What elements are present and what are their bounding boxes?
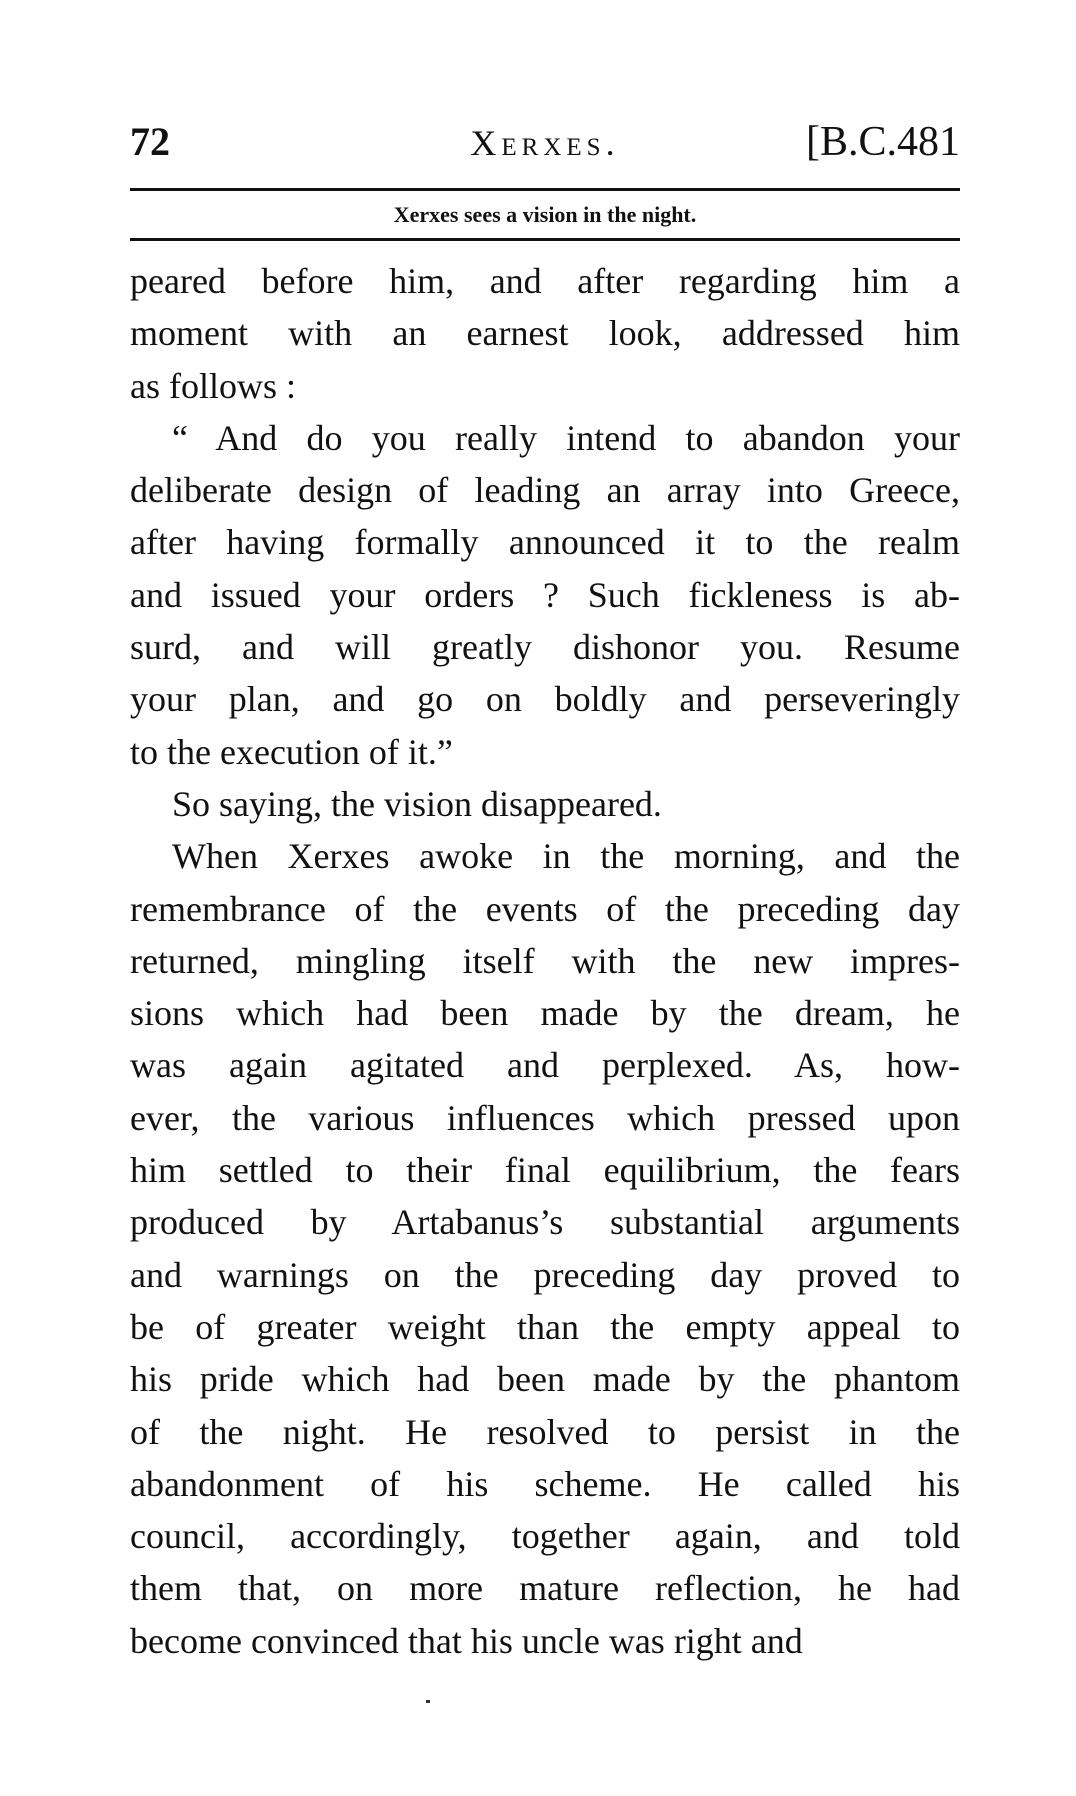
text-line: remembrance of the events of the preceding day xyxy=(130,888,960,929)
text-line: be of greater weight than the empty appeal to xyxy=(130,1306,960,1347)
text-line: So saying, the vision disappeared. xyxy=(172,783,662,824)
text-line: ever, the various influences which pressed upon xyxy=(130,1097,960,1138)
running-head xyxy=(130,118,960,178)
text-line: sions which had been made by the dream, he xyxy=(130,993,960,1034)
header-rule-bottom xyxy=(130,238,960,241)
text-line: “ And do you really intend to abandon your xyxy=(172,417,960,458)
text-line: as follows : xyxy=(130,365,296,406)
text-line: moment with an earnest look, addressed him xyxy=(130,313,960,354)
text-line: him settled to their final equilibrium, the fears xyxy=(130,1150,960,1191)
body-text xyxy=(130,255,960,1667)
text-line: your plan, and go on boldly and perseveringly xyxy=(130,679,960,720)
section-subhead: Xerxes sees a vision in the night. xyxy=(393,202,697,227)
text-line: When Xerxes awoke in the morning, and the xyxy=(172,836,960,877)
text-line: become convinced that his uncle was right and xyxy=(130,1620,803,1661)
text-line: and warnings on the preceding day proved to xyxy=(130,1254,960,1295)
text-line: them that, on more mature reflection, he had xyxy=(130,1568,960,1609)
footer-mark xyxy=(426,1700,430,1703)
running-title: Xerxes. xyxy=(470,123,620,163)
page-number: 72 xyxy=(130,119,170,164)
text-line: returned, mingling itself with the new impres- xyxy=(130,940,960,981)
text-line: surd, and will greatly dishonor you. Resume xyxy=(130,627,960,668)
text-line: his pride which had been made by the phantom xyxy=(130,1359,960,1400)
text-line: council, accordingly, together again, and told xyxy=(130,1516,960,1557)
text-line: produced by Artabanus’s substantial arguments xyxy=(130,1202,960,1243)
text-line: peared before him, and after regarding him a xyxy=(130,261,960,301)
header-rule-top xyxy=(130,188,960,191)
text-line: to the execution of it.” xyxy=(130,731,453,772)
text-line: abandonment of his scheme. He called his xyxy=(130,1463,960,1504)
text-line: deliberate design of leading an array into Greece, xyxy=(130,470,960,511)
date-reference: [B.C.481 xyxy=(805,119,960,165)
text-line: and issued your orders ? Such fickleness is ab- xyxy=(130,574,960,615)
text-line: of the night. He resolved to persist in the xyxy=(130,1411,960,1452)
text-line: was again agitated and perplexed. As, how- xyxy=(130,1045,960,1086)
text-line: after having formally announced it to the realm xyxy=(130,522,960,563)
